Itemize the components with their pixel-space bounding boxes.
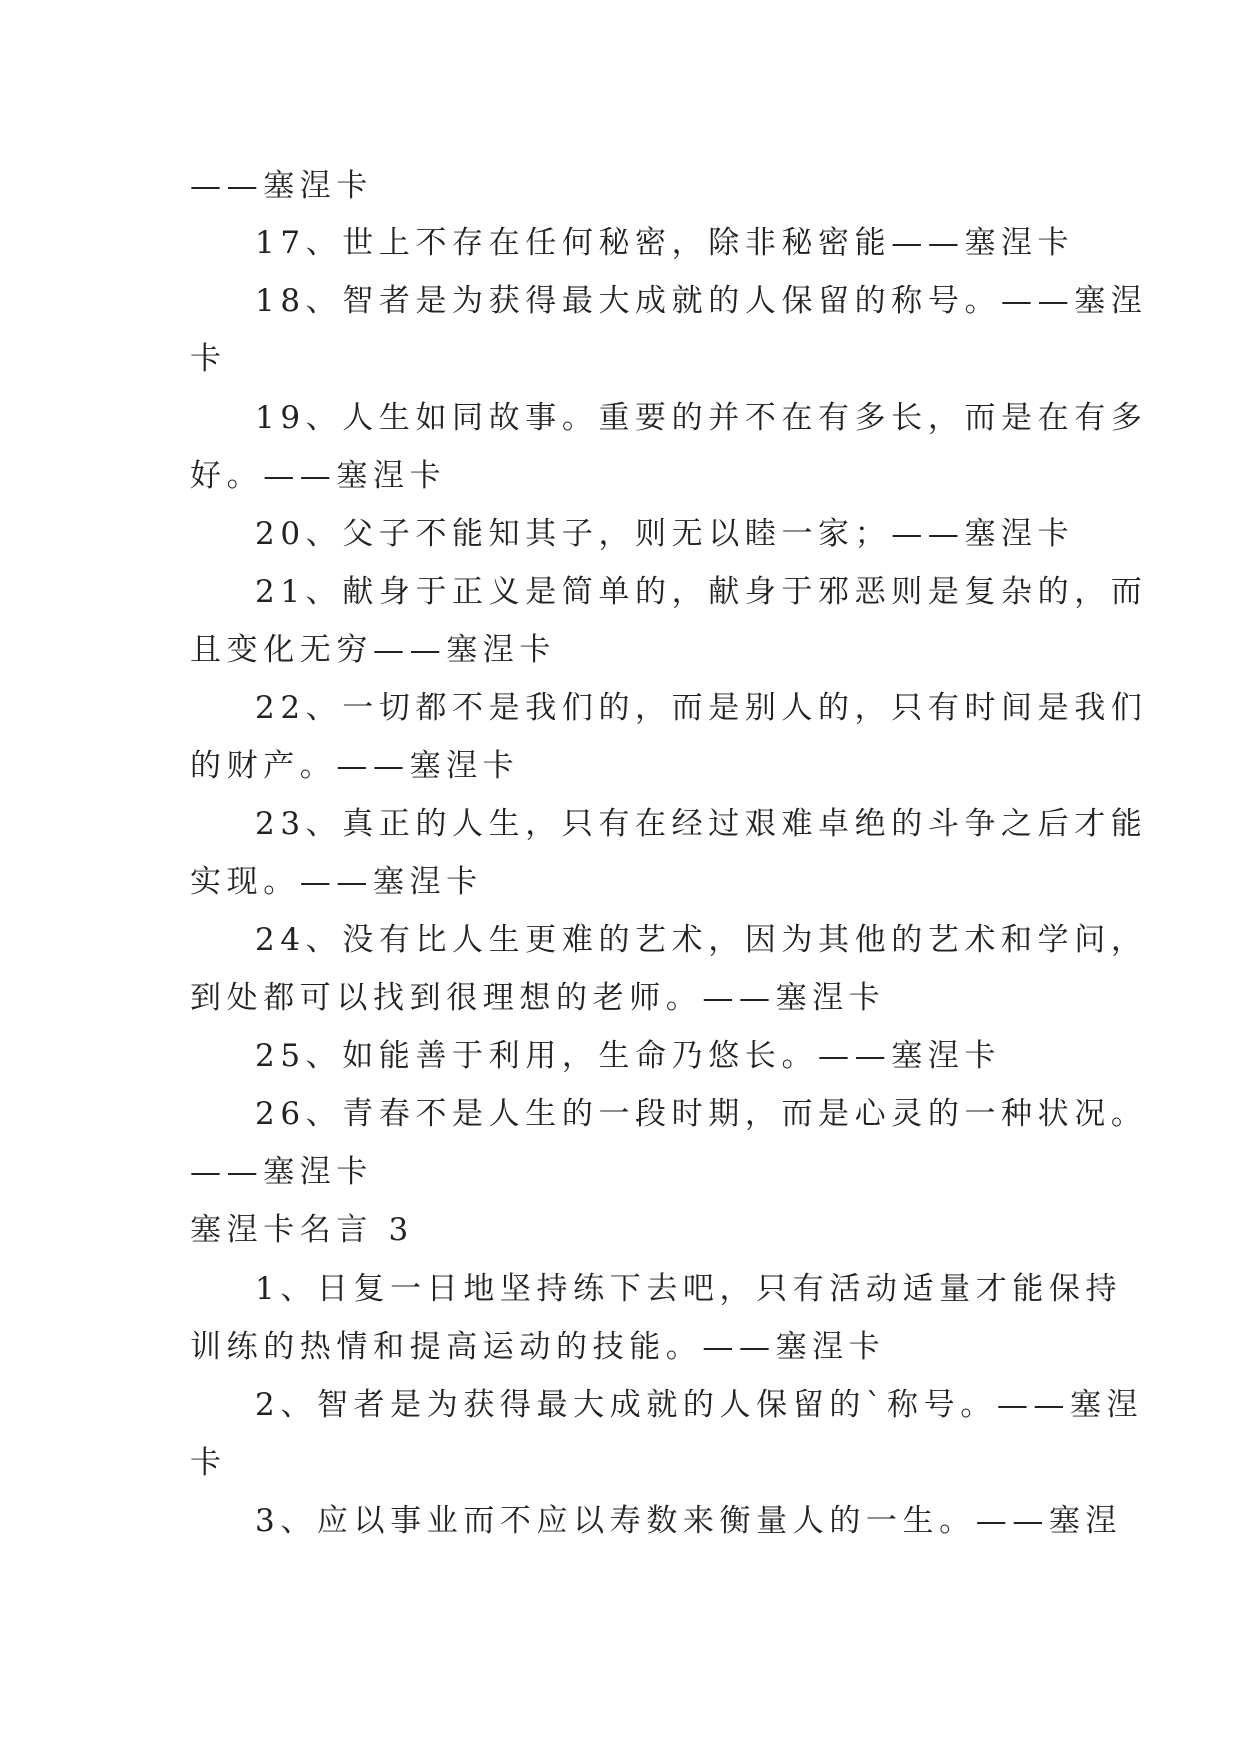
text-line: ——塞涅卡 — [190, 168, 373, 204]
quote-17: 17、世上不存在任何秘密，除非秘密能——塞涅卡 — [255, 225, 1075, 261]
quote-20: 20、父子不能知其子，则无以睦一家；——塞涅卡 — [255, 516, 1075, 552]
quote-21: 21、献身于正义是简单的，献身于邪恶则是复杂的，而 — [255, 574, 1148, 610]
section-heading: 塞涅卡名言 3 — [190, 1212, 414, 1248]
quote-3: 3、应以事业而不应以寿数来衡量人的一生。——塞涅 — [255, 1503, 1123, 1539]
quote-18: 18、智者是为获得最大成就的人保留的称号。——塞涅 — [255, 283, 1148, 319]
text-line: 卡 — [190, 1445, 227, 1481]
text-line: 好。——塞涅卡 — [190, 458, 447, 494]
text-line: 到处都可以找到很理想的老师。——塞涅卡 — [190, 980, 886, 1016]
text-line: ——塞涅卡 — [190, 1154, 373, 1190]
quote-24: 24、没有比人生更难的艺术，因为其他的艺术和学问， — [255, 922, 1148, 958]
quote-2: 2、智者是为获得最大成就的人保留的`称号。——塞涅 — [255, 1387, 1144, 1423]
quote-22: 22、一切都不是我们的，而是别人的，只有时间是我们 — [255, 690, 1148, 726]
quote-1: 1、日复一日地坚持练下去吧，只有活动适量才能保持 — [255, 1271, 1123, 1307]
quote-19: 19、人生如同故事。重要的并不在有多长，而是在有多 — [255, 400, 1148, 436]
quote-23: 23、真正的人生，只有在经过艰难卓绝的斗争之后才能 — [255, 806, 1148, 842]
text-line: 卡 — [190, 341, 227, 377]
quote-26: 26、青春不是人生的一段时期，而是心灵的一种状况。 — [255, 1096, 1148, 1132]
text-line: 的财产。——塞涅卡 — [190, 748, 520, 784]
quote-25: 25、如能善于利用，生命乃悠长。——塞涅卡 — [255, 1038, 1002, 1074]
text-line: 且变化无穷——塞涅卡 — [190, 632, 556, 668]
text-line: 训练的热情和提高运动的技能。——塞涅卡 — [190, 1329, 886, 1365]
text-line: 实现。——塞涅卡 — [190, 864, 483, 900]
